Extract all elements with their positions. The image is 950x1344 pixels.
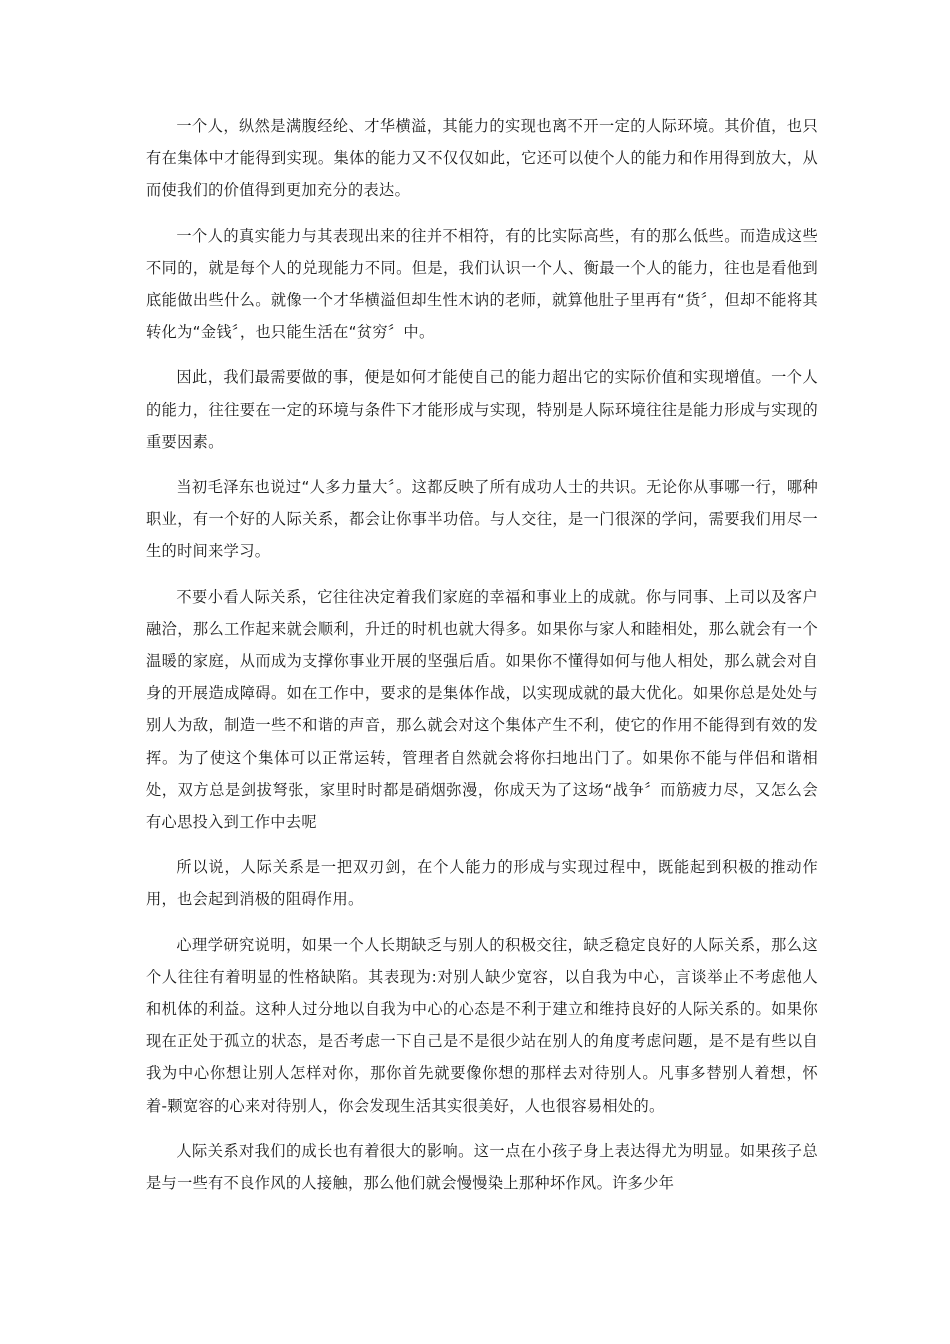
paragraph-3: 因此，我们最需要做的事，便是如何才能使自己的能力超出它的实际价值和实现增值。一个人的能力，往往要在一定的环境与条件下才能形成与实现，特别是人际环境往往是能力形成与实现的重要因素。 — [146, 368, 818, 451]
paragraph-5: 不要小看人际关系，它往往决定着我们家庭的幸福和事业上的成就。你与同事、上司以及客户融洽，那么工作起来就会顺利，升迁的时机也就大得多。如果你与家人和睦相处，那么就会有一个温暖的家庭，从而成为支撑你事业开展的坚强后盾。如果你不懂得如何与他人相处，那么就会对自身的开展造成障碍。如在工作中，要求的是集体作战，以实现成就的最大优化。如果你总是处处与别人为敌，制造一些不和谐的声音，那么就会对这个集体产生不利，使它的作用不能得到有效的发挥。为了使这个集体可以正常运转，管理者自然就会将你扫地出门了。如果你不能与伴侣和谐相处，双方总是剑拔弩张，家里时时都是硝烟弥漫，你成天为了这场“战争〞而筋疲力尽，又怎么会有心思投入到工作中去呢 — [146, 587, 818, 832]
paragraph-8: 人际关系对我们的成长也有着很大的影响。这一点在小孩子身上表达得尤为明显。如果孩子总是与一些有不良作风的人接触，那么他们就会慢慢染上那种坏作风。许多少年 — [146, 1141, 818, 1193]
paragraph-6: 所以说，人际关系是一把双刃剑，在个人能力的形成与实现过程中，既能起到积极的推动作用，也会起到消极的阻碍作用。 — [146, 858, 818, 909]
paragraph-4: 当初毛泽东也说过“人多力量大〞。这都反映了所有成功人士的共识。无论你从事哪一行，哪种职业，有一个好的人际关系，都会让你事半功倍。与人交往，是一门很深的学问，需要我们用尽一生的时间来学习。 — [146, 478, 818, 561]
paragraph-2: 一个人的真实能力与其表现出来的往并不相符，有的比实际高些，有的那么低些。而造成这些不同的，就是每个人的兑现能力不同。但是，我们认识一个人、衡最一个人的能力，往也是看他到底能做出些什么。就像一个才华横溢但却生性木讷的老师，就算他肚子里再有“货〞，但却不能将其转化为“金钱〞，也只能生活在“贫穷〞中。 — [146, 226, 818, 342]
document-body — [146, 110, 818, 1212]
paragraph-7: 心理学研究说明，如果一个人长期缺乏与别人的积极交往，缺乏稳定良好的人际关系，那么这个人往往有着明显的性格缺陷。其表现为:对别人缺少宽容，以自我为中心，言谈举止不考虑他人和机体的利益。这种人过分地以自我为中心的心态是不利于建立和维持良好的人际关系的。如果你现在正处于孤立的状态，是否考虑一下自己是不是很少站在别人的角度考虑问题，是不是有些以自我为中心你想让别人怎样对你，那你首先就要像你想的那样去对待别人。凡事多替别人着想，怀着-颗宽容的心来对待别人，你会发现生活其实很美好，人也很容易相处的。 — [146, 935, 818, 1115]
paragraph-1: 一个人，纵然是满腹经纶、才华横溢，其能力的实现也离不开一定的人际环境。其价值，也只有在集体中才能得到实现。集体的能力又不仅仅如此，它还可以使个人的能力和作用得到放大，从而使我们的价值得到更加充分的表达。 — [146, 117, 818, 200]
